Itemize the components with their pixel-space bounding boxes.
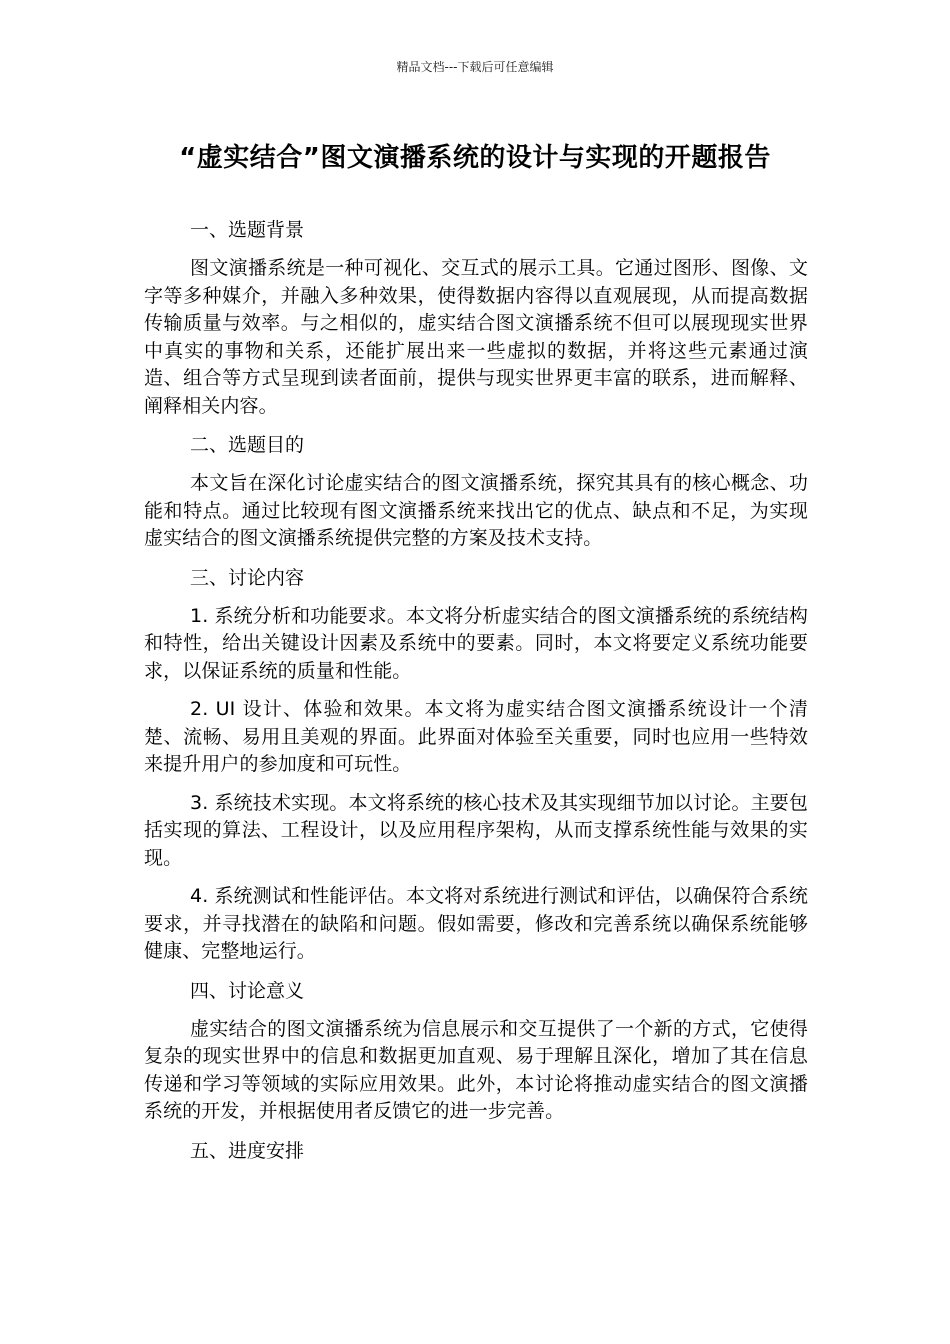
section-heading: 二、选题目的 xyxy=(190,434,305,456)
section-heading: 三、讨论内容 xyxy=(190,566,305,589)
document-body xyxy=(144,216,808,1176)
section-heading: 一、选题背景 xyxy=(190,219,305,241)
paragraph: 虚实结合的图文演播系统为信息展示和交互提供了一个新的方式，它使得复杂的现实世界中的信息和数据更加直观、易于理解且深化，增加了其在信息传递和学习等领域的实际应用效果。此外，本讨论将推动虚实结合的图文演播系统的开发，并根据使用者反馈它的进一步完善。 xyxy=(144,1017,808,1122)
document-title: “虚实结合”图文演播系统的设计与实现的开题报告 xyxy=(179,143,771,173)
paragraph: 图文演播系统是一种可视化、交互式的展示工具。它通过图形、图像、文字等多种媒介，并融入多种效果，使得数据内容得以直观展现，从而提高数据传输质量与效率。与之相似的，虚实结合图文演播系统不但可以展现现实世界中真实的事物和关系，还能扩展出来一些虚拟的数据，并将这些元素通过演造、组合等方式呈现到读者面前，提供与现实世界更丰富的联系，进而解释、阐释相关内容。 xyxy=(144,257,808,417)
paragraph: 2. UI 设计、体验和效果。本文将为虚实结合图文演播系统设计一个清楚、流畅、易用且美观的界面。此界面对体验至关重要，同时也应用一些特效来提升用户的参加度和可玩性。 xyxy=(144,698,808,775)
paragraph: 4. 系统测试和性能评估。本文将对系统进行测试和评估，以确保符合系统要求，并寻找潜在的缺陷和问题。假如需要，修改和完善系统以确保系统能够健康、完整地运行。 xyxy=(144,885,808,962)
section-heading: 四、讨论意义 xyxy=(190,979,305,1002)
section-heading: 五、进度安排 xyxy=(190,1139,305,1162)
paragraph: 3. 系统技术实现。本文将系统的核心技术及其实现细节加以讨论。主要包括实现的算法、工程设计，以及应用程序架构，从而支撑系统性能与效果的实现。 xyxy=(144,791,808,869)
paragraph: 本文旨在深化讨论虚实结合的图文演播系统，探究其具有的核心概念、功能和特点。通过比较现有图文演播系统来找出它的优点、缺点和不足，为实现虚实结合的图文演播系统提供完整的方案及技术支持。 xyxy=(144,472,808,549)
header-note: 精品文档---下载后可任意编辑 xyxy=(396,60,554,74)
paragraph: 1. 系统分析和功能要求。本文将分析虚实结合的图文演播系统的系统结构和特性，给出关键设计因素及系统中的要素。同时，本文将要定义系统功能要求，以保证系统的质量和性能。 xyxy=(144,604,808,682)
